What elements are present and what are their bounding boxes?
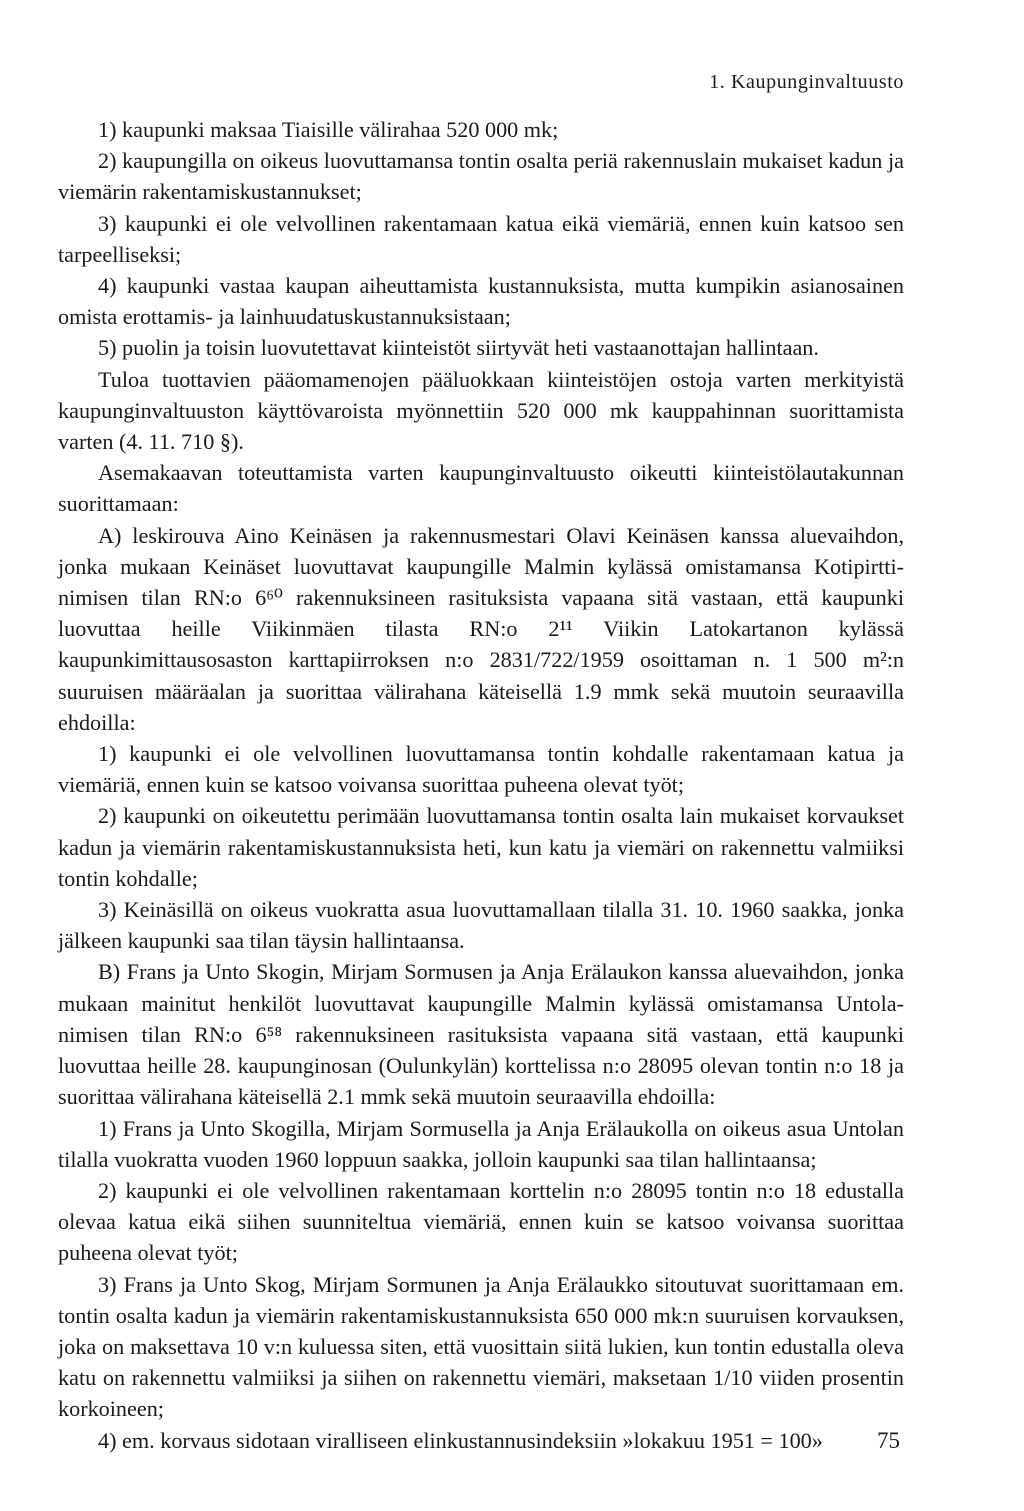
- paragraph-a-condition-2: 2) kaupunki on oikeutettu perimään luovuttamansa tontin osalta lain mukaiset korvaukset kadun ja viemärin rakentamiskustannuksista heti, kun katu ja viemäri on rakennettu valmiiksi tontin kohdalle;: [58, 803, 904, 891]
- paragraph-zoning-intro: Asemakaavan toteuttamista varten kaupunginvaltuusto oikeutti kiinteistölautakunnan suorittamaan:: [58, 460, 904, 517]
- paragraph-item-2: 2) kaupungilla on oikeus luovuttamansa tontin osalta periä rakennuslain mukaiset kadun ja viemärin rakentamiskustannukset;: [58, 148, 904, 205]
- paragraph-b-condition-4: 4) em. korvaus sidotaan viralliseen elinkustannusindeksiin »lokakuu 1951 = 100»: [98, 1427, 823, 1453]
- paragraph-budget-allocation: Tuloa tuottavien pääomamenojen pääluokkaan kiinteistöjen ostoja varten merkityistä kaupunginvaltuuston käyttövaroista myönnettiin 520 000 mk kauppahinnan suorittamista varten (4. 11. 710 §).: [58, 366, 904, 455]
- paragraph-b-condition-1: 1) Frans ja Unto Skogilla, Mirjam Sormusella ja Anja Erälaukolla on oikeus asua Untolan tilalla vuokratta vuoden 1960 loppuun saakka, jolloin kaupunki saa tilan hallintaansa;: [58, 1115, 904, 1172]
- paragraph-exchange-a: A) leskirouva Aino Keinäsen ja rakennusmestari Olavi Keinäsen kanssa aluevaihdon, jonka mukaan Keinäset luovuttavat kaupungille Malmin kylässä omistamansa Kotipirtti-nimisen tilan RN:o 6⁶⁰ rakennuksineen rasituksista vapaana sitä vastaan, että kaupunki luovuttaa heille Viikinmäen tilasta RN:o 2¹¹ Viikin Latokartanon kylässä kaupunkimittausosaston karttapiirroksen n:o 2831/722/1959 osoittaman n. 1 500 m²:n suuruisen määräalan ja suorittaa välirahana käteisellä 1.9 mmk sekä muutoin seuraavilla ehdoilla:: [58, 522, 904, 735]
- paragraph-item-1: 1) kaupunki maksaa Tiaisille välirahaa 520 000 mk;: [98, 117, 559, 142]
- running-header: 1. Kaupunginvaltuusto: [709, 71, 904, 93]
- paragraph-item-3: 3) kaupunki ei ole velvollinen rakentamaan katua eikä viemäriä, ennen kuin katsoo sen tarpeelliseksi;: [58, 210, 904, 267]
- paragraph-b-condition-3: 3) Frans ja Unto Skog, Mirjam Sormunen ja Anja Erälaukko sitoutuvat suorittamaan em. tontin osalta kadun ja viemärin rakentamiskustannuksista 650 000 mk:n suuruisen korvauksen, joka on maksettava 10 v:n kuluessa siten, että vuosittain siitä lukien, kun tontin edustalla oleva katu on rakennettu valmiiksi ja siihen on rakennettu viemäri, maksetaan 1/10 viiden prosentin korkoineen;: [58, 1271, 904, 1422]
- paragraph-b-condition-2: 2) kaupunki ei ole velvollinen rakentamaan korttelin n:o 28095 tontin n:o 18 edustalla olevaa katua eikä siihen suunniteltua viemäriä, ennen kuin se katsoo voivansa suorittaa puheena olevat työt;: [58, 1177, 904, 1266]
- body-text: [58, 114, 904, 1456]
- page-number: 75: [877, 1428, 900, 1453]
- paragraph-item-4: 4) kaupunki vastaa kaupan aiheuttamista kustannuksista, mutta kumpikin asianosainen omista erottamis- ja lainhuudatuskustannuksistaan;: [58, 273, 904, 330]
- paragraph-item-5: 5) puolin ja toisin luovutettavat kiinteistöt siirtyvät heti vastaanottajan hallintaan.: [98, 335, 819, 361]
- paragraph-a-condition-1: 1) kaupunki ei ole velvollinen luovuttamansa tontin kohdalle rakentamaan katua ja viemäriä, ennen kuin se katsoo voivansa suorittaa puheena olevat työt;: [58, 741, 904, 798]
- paragraph-a-condition-3: 3) Keinäsillä on oikeus vuokratta asua luovuttamallaan tilalla 31. 10. 1960 saakka, jonka jälkeen kaupunki saa tilan täysin hallintaansa.: [58, 897, 904, 954]
- paragraph-exchange-b: B) Frans ja Unto Skogin, Mirjam Sormusen ja Anja Erälaukon kanssa aluevaihdon, jonka mukaan mainitut henkilöt luovuttavat kaupungille Malmin kylässä omistamansa Untola-nimisen tilan RN:o 6⁵⁸ rakennuksineen rasituksista vapaana sitä vastaan, että kaupunki luovuttaa heille 28. kaupunginosan (Oulunkylän) korttelissa n:o 28095 olevan tontin n:o 18 ja suorittaa välirahana käteisellä 2.1 mmk sekä muutoin seuraavilla ehdoilla:: [58, 959, 904, 1110]
